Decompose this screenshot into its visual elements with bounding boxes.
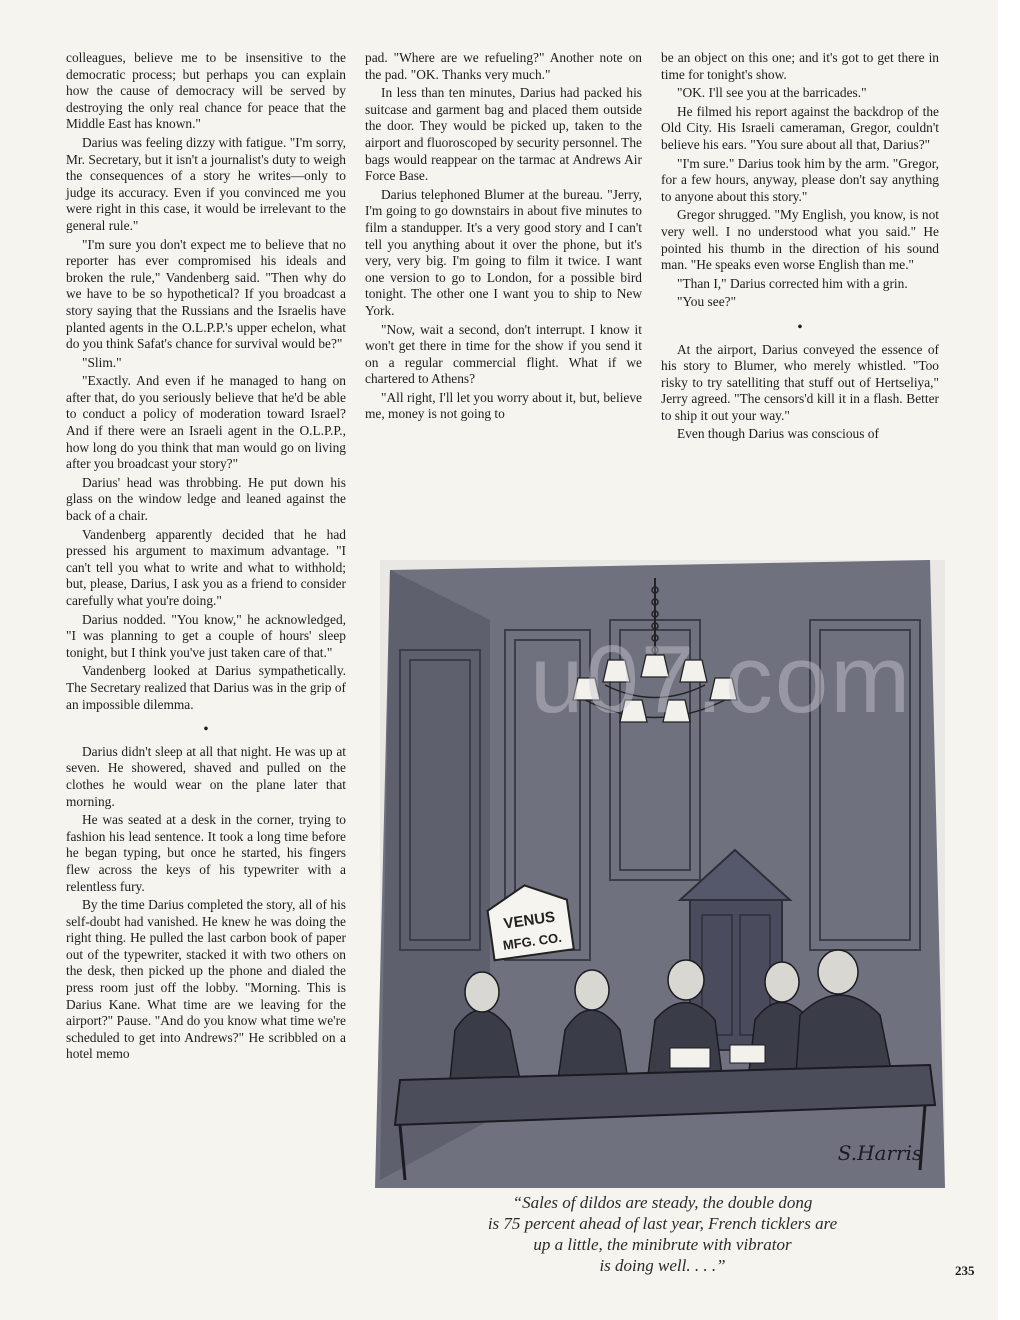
paragraph: "OK. I'll see you at the barricades." (677, 85, 867, 101)
caption-line: is 75 percent ahead of last year, French ticklers are (487, 1214, 838, 1233)
paragraph: pad. "Where are we refueling?" Another note on the pad. "OK. Thanks very much." (365, 50, 642, 82)
page-number: 235 (955, 1263, 975, 1278)
paragraph: Even though Darius was conscious of (677, 426, 879, 442)
paragraph: Darius telephoned Blumer at the bureau. "Jerry, I'm going to go downstairs in about five minutes to film a standupper. It's a very good story and I can't tell you anything about it over the phone, but it's very, very big. I'm going to film it twice. I want one version to go to London, for a possible bird tonight. The other one I want you to ship to New York. (365, 186, 642, 318)
caption-line: up a little, the minibrute with vibrator (533, 1235, 792, 1254)
caption-line: “Sales of dildos are steady, the double dong (512, 1193, 813, 1212)
paragraph: "Than I," Darius corrected him with a grin. (677, 275, 908, 291)
sign-text-line1: VENUS (502, 908, 557, 933)
paragraph: "I'm sure you don't expect me to believe that no reporter has ever compromised his ideals and broken the rule," Vandenberg said. "Then why do we have to be so hypothetical? If you broadcast a story saying that the Russians and the Israelis have planted agents in the O.L.P.P.'s upper echelon, what do you think Safat's chance for survival would be?" (66, 236, 346, 352)
cartoon-caption (370, 1192, 955, 1276)
paragraph: "All right, I'll let you worry about it, but, believe me, money is not going to (365, 389, 642, 422)
paragraph: Vandenberg looked at Darius sympathetically. The Secretary realized that Darius was in the grip of an impossible dilemma. (66, 663, 346, 712)
paragraph: "I'm sure." Darius took him by the arm. "Gregor, for a few hours, anyway, please don't say anything to anyone about this story." (661, 155, 939, 204)
paragraph: Gregor shrugged. "My English, you know, is not very well. I no understood what you said." He pointed his thumb in the direction of his sound man. "He speaks even worse English than me." (661, 207, 939, 273)
section-break: • (203, 721, 209, 737)
paragraph: be an object on this one; and it's got to get there in time for tonight's show. (661, 50, 939, 82)
paragraph: At the airport, Darius conveyed the essence of his story to Blumer, who merely whistled. "Too risky to try satelliting that stuff out of Hertseliya," Jerry agreed. "The censors'd kill it in a flash. Better to ship it out your way." (661, 341, 939, 423)
text-column-3 (661, 50, 939, 445)
artist-signature: S.Harris (837, 1141, 923, 1165)
paragraph: In less than ten minutes, Darius had packed his suitcase and garment bag and placed them outside the door. They would be picked up, taken to the airport and fluoroscoped by security personnel. The bags would reappear on the tarmac at Andrews Air Force Base. (365, 85, 642, 184)
paragraph: He filmed his report against the backdrop of the Old City. His Israeli cameraman, Gregor, couldn't believe his ears. "You sure about all that, Darius?" (661, 103, 939, 152)
watermark: u07.com (530, 626, 913, 733)
paragraph: Darius didn't sleep at all that night. He was up at seven. He showered, shaved and pulled on the clothes he would wear on the plane later that morning. (66, 743, 346, 809)
caption-line: is doing well. . . .” (599, 1256, 726, 1275)
paragraph: Darius' head was throbbing. He put down his glass on the window ledge and leaned against the back of a chair. (66, 474, 346, 524)
paragraph: "You see?" (677, 294, 737, 310)
text-column-1 (66, 50, 346, 1065)
scan-margin (998, 0, 1020, 1320)
paragraph: "Now, wait a second, don't interrupt. I know it won't get there in time for the show if you send it on a regular commercial flight. What if we chartered to Athens? (365, 321, 642, 387)
paragraph: He was seated at a desk in the corner, trying to fashion his lead sentence. It took a long time before he began typing, but once he started, his fingers flew across the keys of his typewriter with a relentless fury. (66, 812, 346, 894)
paragraph: "Slim." (82, 354, 122, 370)
paragraph: By the time Darius completed the story, all of his self-doubt had vanished. He knew he was doing the right thing. He pulled the last carbon book of paper out of the typewriter, stacked it with two others on the desk, then picked up the phone and dialed the press room just off the lobby. "Morning. This is Darius Kane. What time are we leaving for the airport?" Pause. "And do you know what time we're scheduled to get into Andrews?" He scribbled on a hotel memo (66, 897, 346, 1062)
paragraph: colleagues, believe me to be insensitive to the democratic process; but perhaps you can explain how the cause of democracy will be served by destroying the only real chance for peace that the Middle East has known." (66, 50, 346, 132)
section-break: • (797, 318, 803, 334)
text-column-2 (365, 50, 642, 425)
sign-text-line2: MFG. CO. (501, 929, 563, 953)
paragraph: Darius was feeling dizzy with fatigue. "I'm sorry, Mr. Secretary, but it isn't a journalist's duty to weigh the consequences of a story he writes—only to judge its accuracy. Even if you convinced me you were right in this case, it would be irrelevant to the general rule." (66, 134, 346, 233)
paragraph: "Exactly. And even if he managed to hang on after that, do you seriously believe that he'd be able to conduct a policy of moderation toward Israel? And if there were an Israeli agent in the O.L.P.P., how long do you think that man would go on living after you broadcast your story?" (66, 373, 346, 472)
paragraph: Vandenberg apparently decided that he had pressed his argument to maximum advantage. "I can't tell you what to write and what to withhold; but, please, Darius, I ask you as a friend to consider carefully what you're doing." (66, 526, 346, 608)
paragraph: Darius nodded. "You know," he acknowledged, "I was planning to get a couple of hours' sleep tonight, but I think you've just taken care of that." (66, 611, 346, 660)
